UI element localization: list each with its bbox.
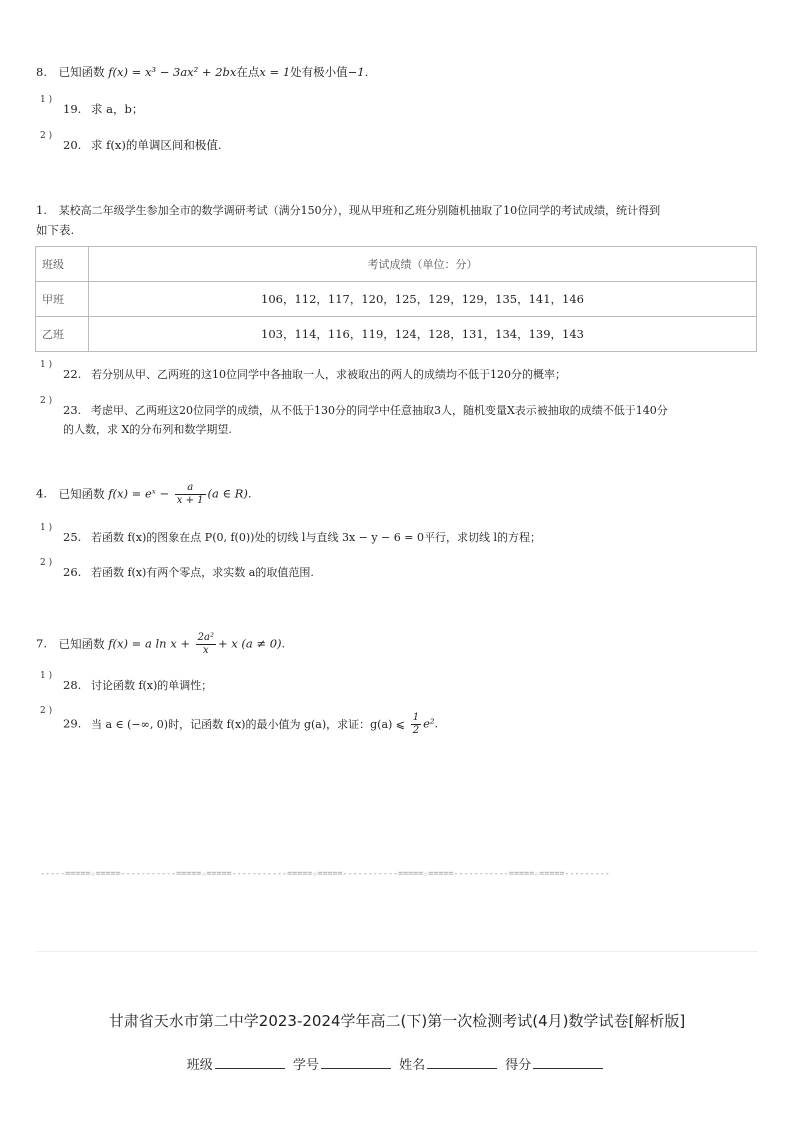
question-22	[63, 366, 566, 382]
score-table	[35, 246, 757, 352]
function-formula: f(x) = eˣ −	[108, 486, 170, 501]
question-29	[63, 712, 438, 737]
fraction-numerator: a	[175, 482, 206, 495]
question-24-stem	[36, 482, 252, 507]
field-label-id: 学号	[292, 1058, 319, 1073]
stem-text: 处有极小值	[290, 65, 348, 79]
question-23-line2: 的人数，求 X的分布列和数学期望.	[63, 423, 232, 436]
question-text: 求 f(x)的单调区间和极值.	[90, 138, 222, 152]
stem-text: 已知函数	[58, 486, 105, 501]
table-row	[36, 317, 757, 352]
question-text-tail: e².	[423, 716, 439, 731]
question-number: 29.	[63, 716, 82, 731]
question-number: 1.	[36, 203, 47, 217]
function-formula-tail: (a ∈ R).	[207, 486, 252, 501]
student-info-fields	[0, 1054, 794, 1073]
question-text: 若函数 f(x)的图象在点 P(0, f(0))处的切线 l与直线 3x − y − 6 = 0平行，求切线 l的方程；	[90, 531, 542, 544]
question-19	[63, 101, 143, 117]
sub-index: 1 )	[40, 671, 53, 681]
question-number: 23.	[63, 403, 82, 417]
question-25	[63, 529, 541, 545]
blank-line	[321, 1054, 391, 1069]
field-label-score: 得分	[505, 1058, 532, 1073]
fraction-denominator: x	[203, 645, 209, 656]
question-number: 22.	[63, 367, 82, 381]
sub-index: 1 )	[40, 360, 53, 370]
question-number: 7.	[36, 636, 47, 651]
sub-index: 2 )	[40, 131, 53, 141]
question-18-stem	[36, 64, 368, 80]
fraction-numerator: 2a²	[197, 632, 214, 643]
stem-text: 已知函数	[58, 65, 105, 79]
question-number: 28.	[63, 678, 82, 692]
sub-index: 2 )	[40, 396, 53, 406]
blank-line	[427, 1054, 497, 1069]
function-formula: f(x) = x³ − 3ax² + 2bx	[108, 65, 237, 79]
stem-text: 已知函数	[58, 636, 105, 651]
table-cell: 106，112，117，120，125，129，129，135，141，146	[89, 282, 757, 317]
question-number: 8.	[36, 65, 47, 79]
exam-title: 甘肃省天水市第二中学2023-2024学年高二(下)第一次检测考试(4月)数学试卷[解析版]	[108, 1012, 686, 1030]
horizontal-rule	[36, 951, 758, 952]
field-label-name: 姓名	[399, 1058, 426, 1073]
fraction-denominator: x + 1	[176, 495, 204, 506]
question-26	[63, 564, 314, 580]
question-number: 26.	[63, 565, 82, 579]
question-number: 19.	[63, 102, 82, 116]
stem-text: 在点	[236, 65, 260, 79]
fraction	[411, 712, 421, 737]
question-21-stem	[36, 202, 758, 219]
table-cell: 103，114，116，119，124，128，131，134，139，143	[89, 317, 757, 352]
sub-index: 2 )	[40, 558, 53, 568]
blank-line	[533, 1054, 603, 1069]
question-text: 若函数 f(x)有两个零点，求实数 a的取值范围.	[90, 566, 314, 579]
fraction	[175, 482, 206, 507]
table-header-cell: 考试成绩（单位：分）	[89, 247, 757, 282]
question-text: 考虑甲、乙两班这20位同学的成绩，从不低于130分的同学中任意抽取3人，随机变量X表示被抽取的成绩不低于140分	[90, 404, 668, 417]
question-28	[63, 677, 212, 693]
question-21-stem-line2: 如下表.	[36, 223, 75, 237]
table-header-row	[36, 247, 757, 282]
question-text: 当 a ∈ (−∞, 0)时，记函数 f(x)的最小值为 g(a)，求证：g(a) ⩽	[90, 717, 406, 731]
section-divider: -----=====☆=====-----------=====☆=====-----------=====☆=====-----------=====☆=====-----------=====☆=====---------	[40, 868, 610, 878]
fraction	[196, 632, 216, 657]
function-formula-tail: + x (a ≠ 0).	[218, 636, 286, 651]
question-number: 20.	[63, 138, 82, 152]
question-23	[63, 402, 668, 418]
min-value: −1.	[347, 65, 369, 79]
blank-line	[215, 1054, 285, 1069]
table-cell: 乙班	[36, 317, 89, 352]
sub-index: 1 )	[40, 523, 53, 533]
table-cell: 甲班	[36, 282, 89, 317]
sub-index: 2 )	[40, 706, 53, 716]
question-text: 若分别从甲、乙两班的这10位同学中各抽取一人，求被取出的两人的成绩均不低于120分的概率；	[90, 368, 566, 381]
field-label-class: 班级	[186, 1058, 213, 1073]
sub-index: 1 )	[40, 95, 53, 105]
function-formula: f(x) = a ln x +	[108, 636, 190, 651]
question-text: 讨论函数 f(x)的单调性；	[90, 679, 213, 692]
question-27-stem	[36, 632, 285, 657]
question-number: 25.	[63, 530, 82, 544]
question-text: 求 a，b；	[90, 102, 144, 116]
table-header-cell: 班级	[36, 247, 89, 282]
question-number: 4.	[36, 486, 47, 501]
fraction-numerator: 1	[412, 712, 420, 723]
fraction-denominator: 2	[412, 725, 420, 736]
question-20	[63, 137, 221, 153]
table-row	[36, 282, 757, 317]
point-formula: x = 1	[259, 65, 291, 79]
stem-text: 某校高二年级学生参加全市的数学调研考试（满分150分），现从甲班和乙班分别随机抽取了10位同学的考试成绩，统计得到	[58, 204, 661, 217]
